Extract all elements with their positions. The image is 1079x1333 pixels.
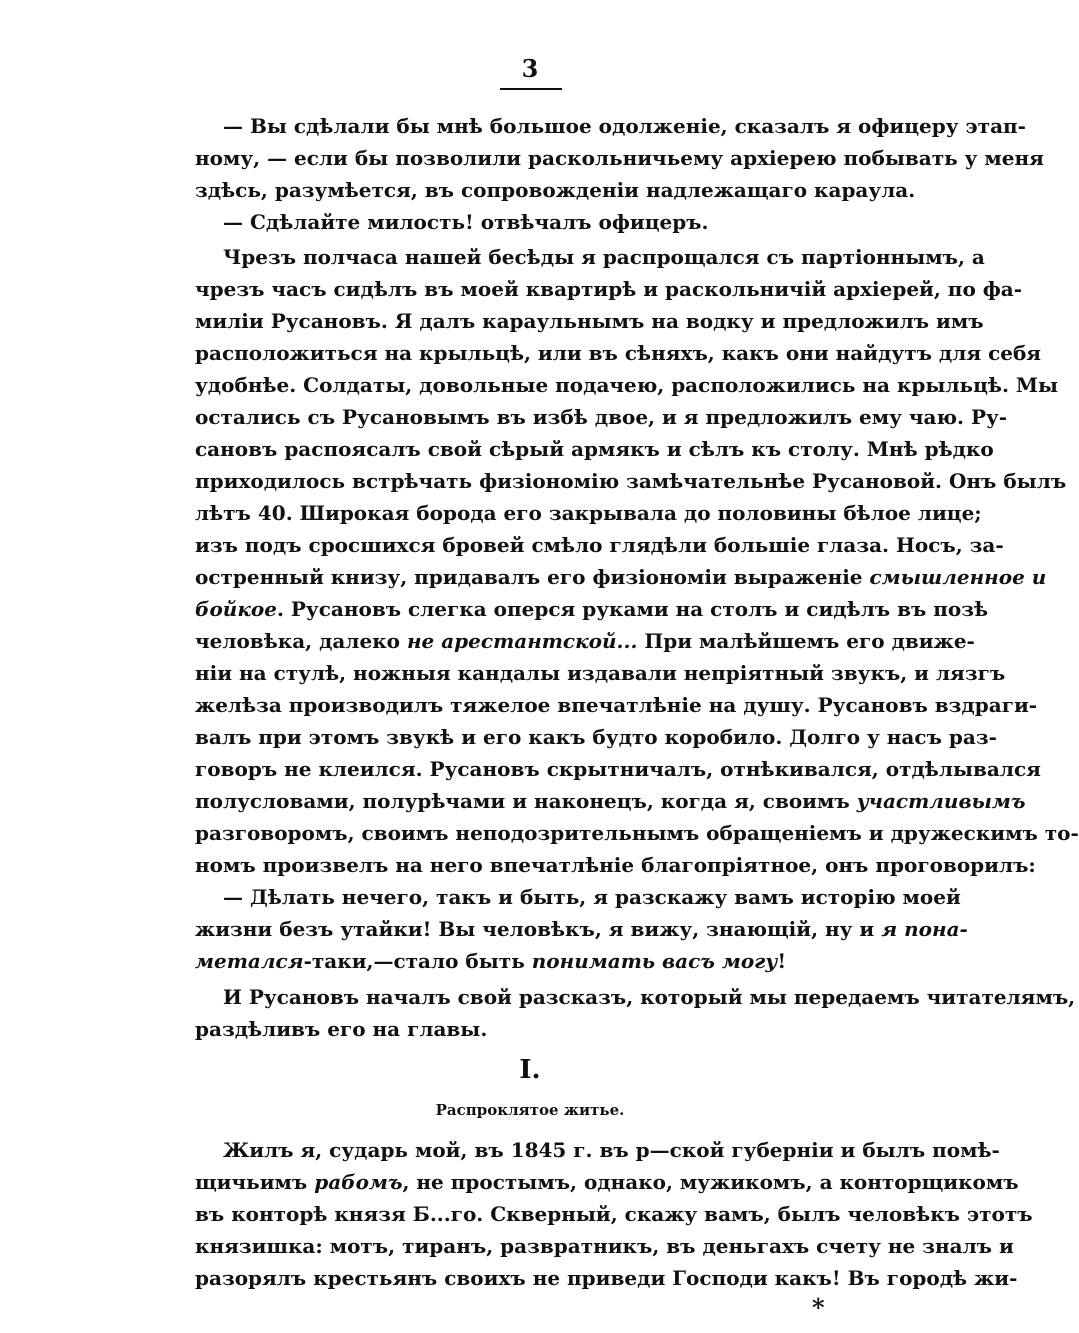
italic-text-segment: участливымъ [856, 789, 1026, 813]
text-segment: полусловами, полурѣчами и наконецъ, когда я, своимъ [195, 789, 857, 813]
text-line [195, 561, 1047, 593]
italic-text-segment: я пона- [881, 917, 968, 941]
text-line [223, 981, 1076, 1013]
text-line [195, 593, 989, 625]
text-line [195, 1198, 1033, 1230]
text-line [195, 785, 1026, 817]
signature-mark: * [812, 1293, 825, 1322]
text-segment: изъ подъ сросшихся бровей смѣло глядѣли большіе глаза. Носъ, за- [195, 533, 1004, 557]
italic-text-segment: понимать васъ могу [531, 949, 778, 973]
text-line [195, 497, 982, 529]
text-segment: сановъ распоясалъ свой сѣрый армякъ и сѣлъ къ столу. Мнѣ рѣдко [195, 437, 994, 461]
text-segment: ному, — если бы позволили раскольничьему архіерею побывать у меня [195, 146, 1044, 170]
text-line [195, 1013, 865, 1045]
text-segment: При малѣйшемъ его движе- [637, 629, 975, 653]
italic-text-segment: не арестантской... [406, 629, 638, 653]
text-line [195, 433, 994, 465]
italic-text-segment: смышленное и [869, 565, 1047, 589]
text-segment: князишка: мотъ, тиранъ, развратникъ, въ деньгахъ счету не зналъ и [195, 1234, 1014, 1258]
text-line [195, 305, 984, 337]
text-line [195, 1262, 1018, 1294]
text-line [195, 142, 1044, 174]
text-line [195, 753, 1041, 785]
text-line [195, 369, 1059, 401]
text-segment: ! [777, 949, 787, 973]
chapter-numeral: I. [519, 1055, 541, 1085]
text-line [195, 174, 916, 206]
chapter-title: Распроклятое житье. [435, 1101, 625, 1119]
text-line [195, 401, 1008, 433]
text-segment: желѣза производилъ тяжелое впечатлѣніе на душу. Русановъ вздраги- [195, 693, 1038, 717]
text-line [195, 945, 865, 977]
text-segment: лѣтъ 40. Широкая борода его закрывала до половины бѣлое лице; [195, 501, 982, 525]
text-segment: расположиться на крыльцѣ, или въ сѣняхъ, какъ они найдутъ для себя [195, 341, 1042, 365]
text-segment: Жилъ я, сударь мой, въ 1845 г. въ р—ской губерніи и былъ помѣ- [223, 1138, 1000, 1162]
text-line [195, 817, 1079, 849]
text-line [223, 206, 893, 238]
text-segment: остренный книзу, придавалъ его физіономіи выраженіе [195, 565, 870, 589]
text-segment: разговоромъ, своимъ неподозрительнымъ обращеніемъ и дружескимъ то- [195, 821, 1079, 845]
text-line [195, 529, 1004, 561]
page-number-rule [500, 88, 562, 90]
text-line [223, 881, 961, 913]
text-line [195, 1230, 1014, 1262]
text-segment: говоръ не клеился. Русановъ скрытничалъ, отнѣкивался, отдѣлывался [195, 757, 1041, 781]
text-line [223, 241, 985, 273]
text-segment: -таки,—стало быть [303, 949, 532, 973]
text-segment: номъ произвелъ на него впечатлѣніе благопріятное, онъ проговорилъ: [195, 853, 1036, 877]
text-line [195, 849, 1036, 881]
text-segment: валъ при этомъ звукѣ и его какъ будто коробило. Долго у насъ раз- [195, 725, 997, 749]
text-line [195, 273, 1023, 305]
text-segment: раздѣливъ его на главы. [195, 1017, 488, 1041]
italic-text-segment: бойкое [195, 597, 277, 621]
text-segment: — Сдѣлайте милость! отвѣчалъ офицеръ. [223, 210, 709, 234]
text-line [195, 465, 1067, 497]
text-line [223, 110, 1026, 142]
italic-text-segment: рабомъ [314, 1170, 403, 1194]
page-number: 3 [521, 54, 539, 83]
text-line [223, 1134, 1000, 1166]
text-segment: И Русановъ началъ свой разсказъ, который мы передаемъ читателямъ, [223, 985, 1076, 1009]
text-segment: — Дѣлать нечего, такъ и быть, я разскажу вамъ исторію моей [223, 885, 961, 909]
text-line [195, 689, 1038, 721]
text-line [195, 1166, 1019, 1198]
text-line [195, 721, 997, 753]
text-segment: остались съ Русановымъ въ избѣ двое, и я предложилъ ему чаю. Ру- [195, 405, 1008, 429]
text-segment: человѣка, далеко [195, 629, 407, 653]
text-segment: въ конторѣ князя Б...го. Скверный, скажу вамъ, былъ человѣкъ этотъ [195, 1202, 1033, 1226]
text-line [195, 657, 1006, 689]
text-line [195, 913, 968, 945]
text-segment: ніи на стулѣ, ножныя кандалы издавали непріятный звукъ, и лязгъ [195, 661, 1006, 685]
text-segment: разорялъ крестьянъ своихъ не приведи Господи какъ! Въ городѣ жи- [195, 1266, 1018, 1290]
text-segment: миліи Русановъ. Я далъ караульнымъ на водку и предложилъ имъ [195, 309, 984, 333]
text-segment: здѣсь, разумѣется, въ сопровожденіи надлежащаго караула. [195, 178, 916, 202]
text-segment: щичьимъ [195, 1170, 315, 1194]
text-segment: жизни безъ утайки! Вы человѣкъ, я вижу, знающій, ну и [195, 917, 882, 941]
text-segment: — Вы сдѣлали бы мнѣ большое одолженіе, сказалъ я офицеру этап- [223, 114, 1026, 138]
italic-text-segment: метался [195, 949, 304, 973]
text-segment: . Русановъ слегка оперся руками на столъ и сидѣлъ въ позѣ [276, 597, 989, 621]
text-line [195, 337, 1042, 369]
text-segment: , не простымъ, однако, мужикомъ, а конторщикомъ [402, 1170, 1019, 1194]
text-segment: Чрезъ полчаса нашей бесѣды я распрощался съ партіоннымъ, а [223, 245, 985, 269]
text-segment: удобнѣе. Солдаты, довольные подачею, расположились на крыльцѣ. Мы [195, 373, 1059, 397]
text-segment: чрезъ часъ сидѣлъ въ моей квартирѣ и раскольничій архіерей, по фа- [195, 277, 1023, 301]
text-segment: приходилось встрѣчать физіономію замѣчательнѣе Русановой. Онъ былъ [195, 469, 1067, 493]
text-line [195, 625, 975, 657]
